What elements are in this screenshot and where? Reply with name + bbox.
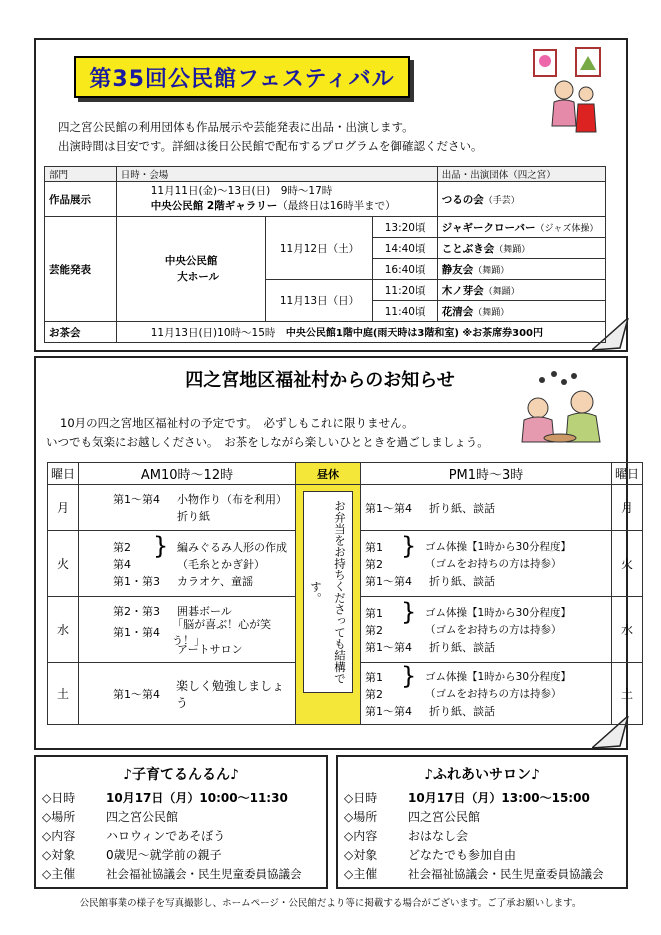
wed-am: 第2・第3 囲碁ボール 第1・第4 「脳が喜ぶ！心が笑う！」 アートサロン	[79, 597, 296, 663]
kosodate-row-place: ◇場所 四之宮公民館	[42, 810, 179, 824]
festival-table	[44, 166, 606, 343]
slot-group-3: 静友会（舞踊）	[437, 259, 605, 280]
sat-am: 第1～第4 楽しく勉強しましょう	[79, 663, 296, 725]
slot-time-3: 16:40頃	[384, 263, 426, 276]
lunch-column	[296, 485, 361, 725]
tea-illustration-icon	[512, 368, 610, 446]
tue-pm: 第1 } ゴム体操【1時から30分程度】 第2 （ゴムをお持ちの方は持参） 第1～第4 折り紙、談話	[361, 531, 612, 597]
festival-intro-2: 出演時間は目安です。詳細は後日公民館で配布するプログラムを御確認ください。	[58, 139, 483, 153]
lunch-note: お弁当をお持ちくださっても結構です。	[303, 491, 353, 693]
header-groups: 出品・出演団体（四之宮）	[437, 167, 605, 182]
slot-group-1: ジャギークローバー（ジャズ体操）	[437, 217, 605, 238]
kosodate-row-host: ◇主催 社会福祉協議会・民生児童委員協議会	[42, 866, 302, 881]
slot-time-5: 11:40頃	[384, 305, 426, 318]
kosodate-row-date: ◇日時 10月17日（月）10:00～11:30	[42, 791, 288, 805]
salon-row-host: ◇主催 社会福祉協議会・民生児童委員協議会	[344, 866, 604, 881]
day-tue: 火	[48, 531, 79, 597]
salon-row-target: ◇対象 どなたでも参加自由	[344, 848, 517, 862]
welfare-schedule	[47, 462, 643, 725]
gallery-illustration-icon	[520, 46, 610, 141]
performance-day2: 11月13日（日）	[266, 280, 373, 321]
kosodate-box	[34, 755, 328, 889]
header-lunch: 昼休	[296, 463, 361, 485]
exhibit-dates: 11月11日(金)～13日(日) 9時～17時	[150, 185, 333, 197]
day-wed-right: 水	[612, 597, 643, 663]
tea-info: 11月13日(日)10時～15時 中央公民館1階中庭(雨天時は3階和室) ※お茶席券300円	[116, 322, 605, 343]
festival-intro-1: 四之宮公民館の利用団体も作品展示や芸能発表に出品・出演します。	[58, 120, 414, 134]
header-am: AM10時～12時	[79, 463, 296, 485]
day-mon: 月	[48, 485, 79, 531]
slot-time-4: 11:20頃	[373, 280, 437, 301]
performance-day1: 11月12日（土）	[266, 217, 373, 279]
salon-row-place: ◇場所 四之宮公民館	[344, 810, 481, 824]
performance-venue: 中央公民館 大ホール	[116, 217, 266, 322]
tue-am: 第2 } 編みぐるみ人形の作成 第4 （毛糸とかぎ針） 第1・第3 カラオケ、童謡	[79, 531, 296, 597]
day-sat: 土	[48, 663, 79, 725]
kosodate-title: ♪子育てるんるん♪	[123, 767, 239, 783]
kosodate-row-content: ◇内容 ハロウィンであそぼう	[42, 829, 226, 843]
slot-group-4: 木ノ芽会（舞踊）	[437, 280, 605, 301]
slot-time-1: 13:20頃	[373, 217, 437, 238]
mon-pm: 第1～第4 折り紙、談話	[361, 485, 612, 531]
day-wed: 水	[48, 597, 79, 663]
kosodate-row-target: ◇対象 0歳児～就学前の親子	[42, 848, 222, 862]
header-pm: PM1時～3時	[361, 463, 612, 485]
exhibit-venue: 中央公民館 2階ギャラリー	[150, 200, 278, 212]
festival-title: 第35回公民館フェスティバル	[74, 56, 410, 98]
exhibit-venue-note: （最終日は16時半まで）	[277, 200, 396, 212]
mon-am: 第1～第4 小物作り（布を利用） 折り紙	[79, 485, 296, 531]
header-day-right: 曜日	[612, 463, 643, 485]
day-mon-right: 月	[612, 485, 643, 531]
exhibit-datetime	[116, 182, 437, 217]
wed-pm: 第1 } ゴム体操【1時から30分程度】 第2 （ゴムをお持ちの方は持参） 第1～第4 折り紙、談話	[361, 597, 612, 663]
day-sat-right: 土	[612, 663, 643, 725]
tea-dept: お茶会	[45, 322, 117, 343]
header-datetime: 日時・会場	[116, 167, 437, 182]
welfare-intro-2: いつでも気楽にお越しください。 お茶をしながら楽しいひとときを過ごしましょう。	[46, 435, 489, 449]
slot-time-2: 14:40頃	[373, 238, 437, 259]
slot-group-5: 花清会（舞踊）	[437, 301, 605, 322]
performance-dept: 芸能発表	[45, 217, 117, 322]
salon-row-date: ◇日時 10月17日（月）13:00～15:00	[344, 791, 590, 805]
salon-row-content: ◇内容 おはなし会	[344, 829, 469, 843]
salon-title: ♪ふれあいサロン♪	[424, 767, 540, 783]
day-tue-right: 火	[612, 531, 643, 597]
exhibit-group: つるの会（手芸）	[437, 182, 605, 217]
exhibit-dept: 作品展示	[45, 182, 117, 217]
slot-group-2: ことぶき会（舞踊）	[437, 238, 605, 259]
salon-box	[336, 755, 628, 889]
welfare-intro-1: 10月の四之宮地区福祉村の予定です。 必ずしもこれに限りません。	[60, 416, 414, 430]
sat-pm: 第1 } ゴム体操【1時から30分程度】 第2 （ゴムをお持ちの方は持参） 第1～第4 折り紙、談話	[361, 663, 612, 725]
footer-note: 公民館事業の様子を写真撮影し、ホームページ・公民館だより等に掲載する場合がございます。ご了承お願いします。	[79, 898, 582, 909]
header-dept: 部門	[45, 167, 117, 182]
welfare-title: 四之宮地区福祉村からのお知らせ	[185, 370, 455, 391]
header-day: 曜日	[48, 463, 79, 485]
